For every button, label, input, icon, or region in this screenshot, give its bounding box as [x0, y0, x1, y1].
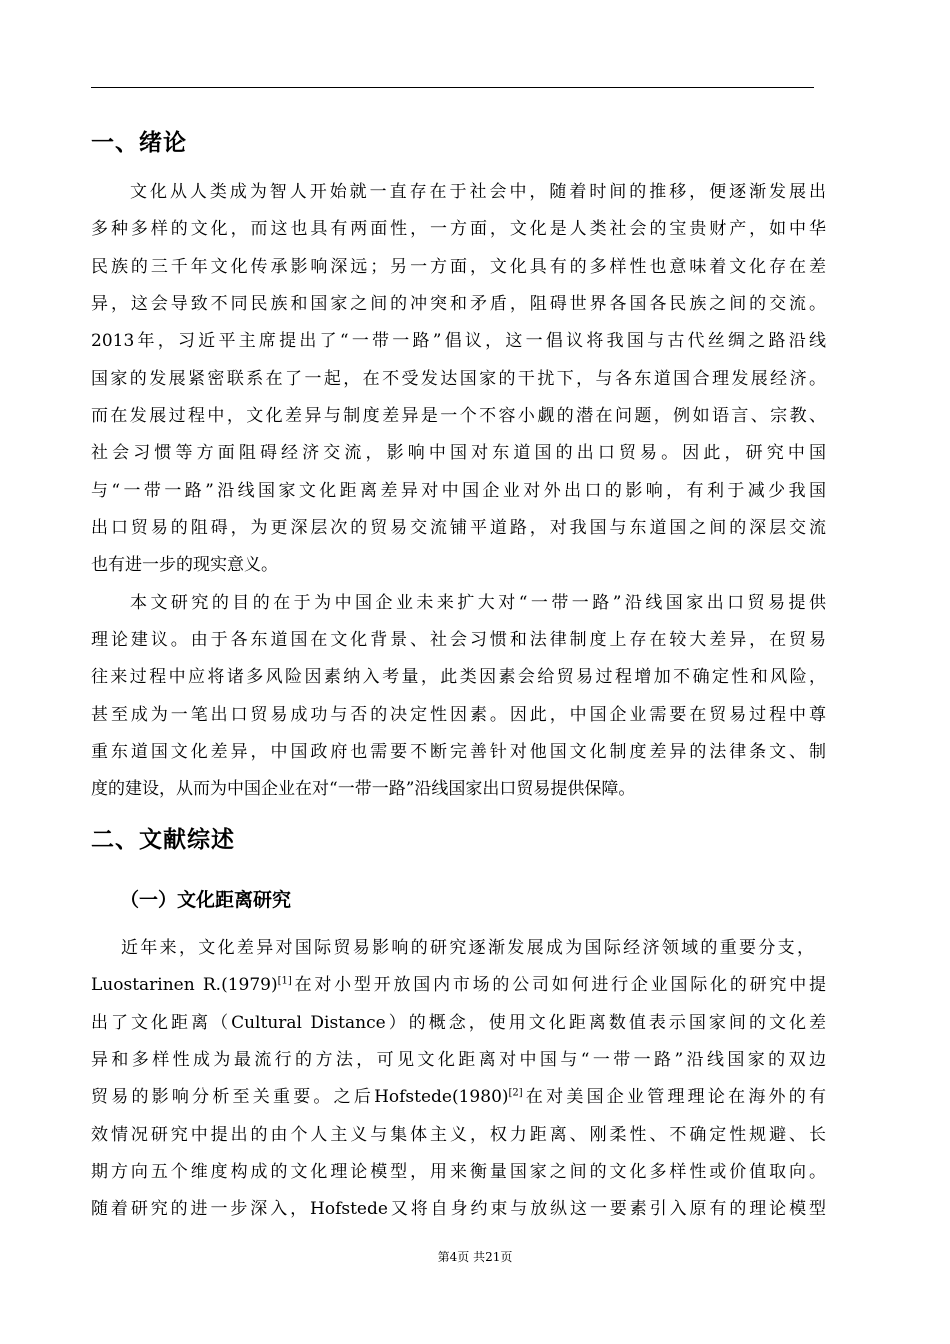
text-line: 也有进一步的现实意义。: [91, 555, 278, 575]
text-line: 出了文化距离（Cultural Distance）的概念，使用文化距离数值表示国家间的文化差: [91, 1013, 826, 1033]
text-line: 出口贸易的阻碍，为更深层次的贸易交流铺平道路，对我国与东道国之间的深层交流: [91, 518, 826, 538]
citation-author: Luostarinen R.(1979): [91, 975, 278, 995]
citation-ref[interactable]: [1]: [277, 975, 292, 987]
text-line: 往来过程中应将诸多风险因素纳入考量，此类因素会给贸易过程增加不确定性和风险，: [91, 667, 826, 687]
text-line: 而在发展过程中，文化差异与制度差异是一个不容小觑的潜在问题，例如语言、宗教、: [91, 406, 826, 426]
text-line: 理论建议。由于各东道国在文化背景、社会习惯和法律制度上存在较大差异，在贸易: [91, 630, 826, 650]
text-line: 国家的发展紧密联系在了一起，在不受发达国家的干扰下，与各东道国合理发展经济。: [91, 369, 826, 389]
text-line: 本文研究的目的在于为中国企业未来扩大对“一带一路”沿线国家出口贸易提供: [130, 593, 826, 613]
text-line: 随着研究的进一步深入，Hofstede又将自身约束与放纵这一要素引入原有的理论模型: [91, 1199, 826, 1219]
text-line: 效情况研究中提出的由个人主义与集体主义，权力距离、刚柔性、不确定性规避、长: [91, 1125, 826, 1145]
text-line: 期方向五个维度构成的文化理论模型，用来衡量国家之间的文化多样性或价值取向。: [91, 1162, 826, 1182]
text-line: [91, 971, 826, 999]
text-line: 重东道国文化差异，中国政府也需要不断完善针对他国文化制度差异的法律条文、制: [91, 742, 826, 762]
section-heading-introduction: 一、绪论: [91, 130, 187, 156]
page-number-footer: 第4页 共21页: [437, 1250, 513, 1264]
text-line: 异，这会导致不同民族和国家之间的冲突和矛盾，阻碍世界各国各民族之间的交流。: [91, 294, 826, 314]
text-fragment: 在对小型开放国内市场的公司如何进行企业国际化的研究中提: [291, 975, 826, 995]
section-heading-literature-review: 二、文献综述: [91, 827, 235, 853]
text-line: [91, 1083, 826, 1111]
text-fragment: 在对美国企业管理理论在海外的有: [522, 1087, 826, 1107]
header-rule: [91, 87, 814, 88]
subsection-heading-cultural-distance: （一）文化距离研究: [120, 889, 292, 911]
text-line: 与“一带一路”沿线国家文化距离差异对中国企业对外出口的影响，有利于减少我国: [91, 481, 826, 501]
text-line: 文化从人类成为智人开始就一直存在于社会中，随着时间的推移，便逐渐发展出: [130, 182, 826, 202]
text-line: 度的建设，从而为中国企业在对“一带一路”沿线国家出口贸易提供保障。: [91, 779, 636, 799]
text-line: 多种多样的文化，而这也具有两面性，一方面，文化是人类社会的宝贵财产，如中华: [91, 219, 826, 239]
text-line: 社会习惯等方面阻碍经济交流，影响中国对东道国的出口贸易。因此，研究中国: [91, 443, 826, 463]
text-line: 2013年，习近平主席提出了“一带一路”倡议，这一倡议将我国与古代丝绸之路沿线: [91, 331, 826, 351]
text-line: 甚至成为一笔出口贸易成功与否的决定性因素。因此，中国企业需要在贸易过程中尊: [91, 705, 826, 725]
text-line: 民族的三千年文化传承影响深远；另一方面，文化具有的多样性也意味着文化存在差: [91, 257, 826, 277]
citation-ref[interactable]: [2]: [508, 1087, 523, 1099]
text-line: 近年来，文化差异对国际贸易影响的研究逐渐发展成为国际经济领域的重要分支，: [121, 938, 814, 958]
text-line: 异和多样性成为最流行的方法，可见文化距离对中国与“一带一路”沿线国家的双边: [91, 1050, 826, 1070]
text-fragment: 贸易的影响分析至关重要。之后Hofstede(1980): [91, 1087, 509, 1107]
